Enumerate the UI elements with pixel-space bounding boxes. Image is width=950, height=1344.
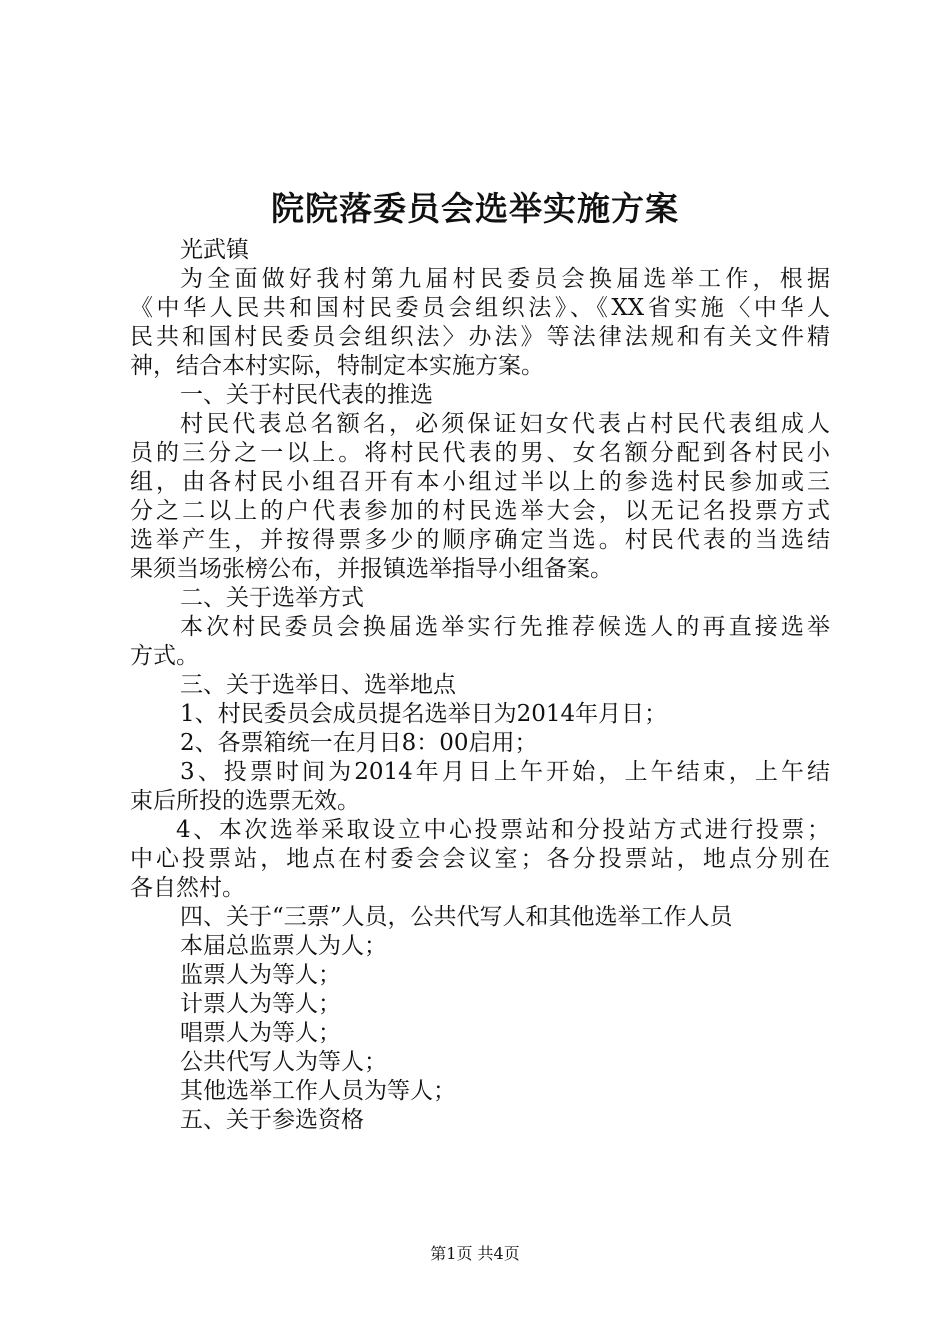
text-line: 果须当场张榜公布，并报镇选举指导小组备案。 [130, 556, 613, 582]
text-line: 选举产生，并按得票多少的顺序确定当选。村民代表的当选结 [130, 527, 830, 553]
document-body [130, 236, 830, 1135]
text-line: 分之二以上的户代表参加的村民选举大会，以无记名投票方式 [130, 498, 830, 524]
list-item: 3、投票时间为2014年月日上午开始，上午结束，上午结 [180, 759, 830, 785]
page-footer: 第1页 共4页 [430, 1244, 520, 1263]
section-heading: 三、关于选举日、选举地点 [180, 672, 456, 698]
section-heading: 四、关于“三票”人员，公共代写人和其他选举工作人员 [180, 904, 733, 930]
text-line: 监票人为等人； [180, 962, 341, 988]
list-item: 1、村民委员会成员提名选举日为2014年月日； [180, 701, 668, 727]
text-line: 《中华人民共和国村民委员会组织法》、《XX省实施〈中华人 [130, 295, 830, 321]
text-line: 本次村民委员会换届选举实行先推荐候选人的再直接选举 [180, 614, 830, 640]
text-line: 公共代写人为等人； [180, 1049, 387, 1075]
section-heading: 二、关于选举方式 [180, 585, 364, 611]
text-line: 其他选举工作人员为等人； [180, 1078, 456, 1104]
text-line: 方式。 [130, 643, 199, 669]
text-line: 束后所投的选票无效。 [130, 788, 360, 814]
list-item: 2、各票箱统一在月日8：00启用； [180, 730, 538, 756]
document-title: 院院落委员会选举实施方案 [271, 189, 679, 228]
text-line: 为全面做好我村第九届村民委员会换届选举工作，根据 [180, 266, 830, 292]
text-line: 中心投票站，地点在村委会会议室；各分投票站，地点分别在 [130, 846, 830, 872]
text-line: 员的三分之一以上。将村民代表的男、女名额分配到各村民小 [130, 440, 830, 466]
text-line: 计票人为等人； [180, 991, 341, 1017]
list-item: 4、本次选举采取设立中心投票站和分投站方式进行投票； [176, 817, 830, 843]
text-line: 民共和国村民委员会组织法〉办法》等法律法规和有关文件精 [130, 324, 830, 350]
section-heading: 五、关于参选资格 [180, 1107, 364, 1133]
section-heading: 一、关于村民代表的推选 [180, 382, 433, 408]
text-line: 组，由各村民小组召开有本小组过半以上的参选村民参加或三 [130, 469, 830, 495]
text-line: 村民代表总名额名，必须保证妇女代表占村民代表组成人 [180, 411, 830, 437]
text-line: 神，结合本村实际，特制定本实施方案。 [130, 353, 544, 379]
text-line: 光武镇 [180, 237, 249, 263]
text-line: 各自然村。 [130, 875, 245, 901]
text-line: 唱票人为等人； [180, 1020, 341, 1046]
text-line: 本届总监票人为人； [180, 933, 387, 959]
